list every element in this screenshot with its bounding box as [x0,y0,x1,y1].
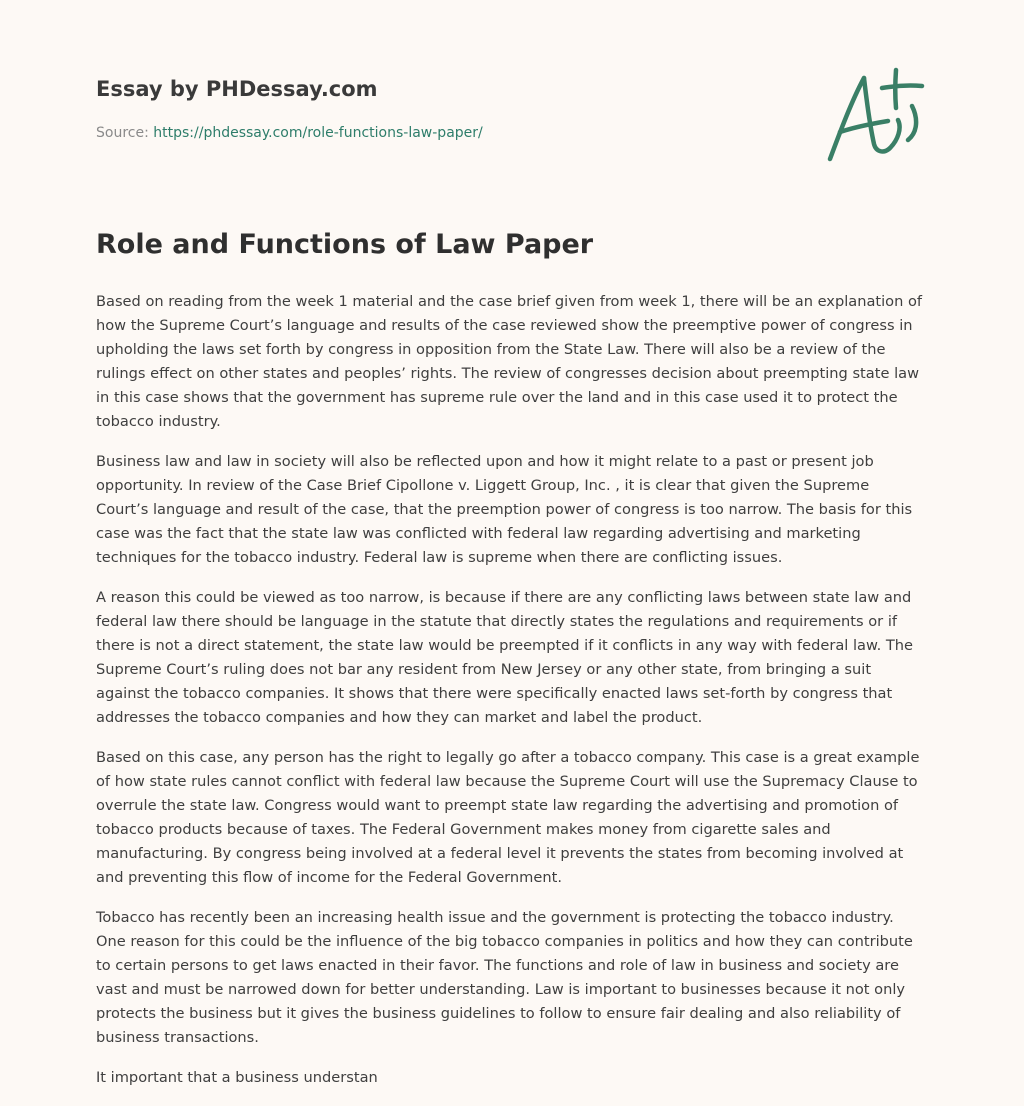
source-label: Source: [96,125,149,141]
brand-title: Essay by PHDessay.com [96,77,378,101]
paragraph: Business law and law in society will also be reflected upon and how it might relate to a past or present job opportunity. In review of the Case Brief Cipollone v. Liggett Group, Inc. , it is clear that given the Supreme Court’s language and result of the case, that the preemption power of congress is too narrow. The basis for this case was the fact that the state law was conflicted with federal law regarding advertising and marketing techniques for the tobacco industry. Federal law is supreme when there are conflicting issues. [96,453,913,566]
paragraph: A reason this could be viewed as too narrow, is because if there are any conflicting laws between state law and federal law there should be language in the statute that directly states the regulations and requirements or if there is not a direct statement, the state law would be preempted if it conflicts in any way with federal law. The Supreme Court’s ruling does not bar any resident from New Jersey or any other state, from bringing a suit against the tobacco companies. It shows that there were specifically enacted laws set-forth by congress that addresses the tobacco companies and how they can market and label the product. [96,589,913,726]
paragraph: Based on this case, any person has the right to legally go after a tobacco company. This case is a great example of how state rules cannot conflict with federal law because the Supreme Court will use the Supremacy Clause to overrule the state law. Congress would want to preempt state law regarding the advertising and promotion of tobacco products because of taxes. The Federal Government makes money from cigarette sales and manufacturing. By congress being involved at a federal level it prevents the states from becoming involved at and preventing this flow of income for the Federal Government. [96,749,920,886]
essay-body [96,226,926,1106]
essay-header [96,74,796,144]
source-line [96,122,796,144]
paragraph: Based on reading from the week 1 material and the case brief given from week 1, there will be an explanation of how the Supreme Court’s language and results of the case reviewed show the preemptive power of congress in upholding the laws set forth by congress in opposition from the State Law. There will also be a review of the rulings effect on other states and peoples’ rights. The review of congresses decision about preempting state law in this case shows that the government has supreme rule over the land and in this case used it to protect the tobacco industry. [96,293,923,430]
source-link[interactable]: https://phdessay.com/role-functions-law-paper/ [153,125,483,141]
paragraph: Tobacco has recently been an increasing health issue and the government is protecting the tobacco industry. One reason for this could be the influence of the big tobacco companies in politics and how they can contribute to certain persons to get laws enacted in their favor. The functions and role of law in business and society are vast and must be narrowed down for better understanding. Law is important to businesses because it not only protects the business but it gives the business guidelines to follow to ensure fair dealing and also reliability of business transactions. [96,909,913,1046]
paragraph: It important that a business understan [96,1069,378,1086]
essay-title: Role and Functions of Law Paper [96,229,594,260]
a-plus-logo-icon [822,66,928,166]
